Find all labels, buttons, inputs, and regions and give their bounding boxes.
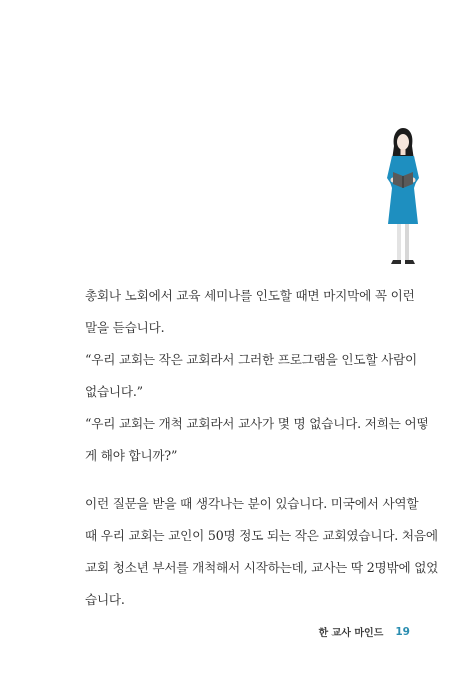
paragraph1-line-1: 총회나 노회에서 교육 세미나를 인도할 때면 마지막에 꼭 이런 <box>85 288 415 303</box>
paragraph2-line-1: 이런 질문을 받을 때 생각나는 분이 있습니다. 미국에서 사역할 <box>85 496 419 511</box>
paragraph2-line-4: 습니다. <box>85 592 125 607</box>
page-number: 19 <box>395 625 410 638</box>
paragraph2-line-2: 때 우리 교회는 교인이 50명 정도 되는 작은 교회였습니다. 처음에 <box>85 528 438 543</box>
paragraph1-line-2: 말을 듣습니다. <box>85 320 165 335</box>
quote2-line-1: “우리 교회는 개척 교회라서 교사가 몇 명 없습니다. 저희는 어떻 <box>85 416 429 431</box>
woman-reading-illustration <box>378 126 428 270</box>
quote1-line-1: “우리 교회는 작은 교회라서 그러한 프로그램을 인도할 사람이 <box>85 352 417 367</box>
quote2-line-2: 게 해야 합니까?” <box>85 448 178 463</box>
quote1-line-2: 없습니다.” <box>85 384 143 399</box>
paragraph2-line-3: 교회 청소년 부서를 개척해서 시작하는데, 교사는 딱 2명밖에 없었 <box>85 560 439 575</box>
running-title: 한 교사 마인드 <box>318 628 384 639</box>
page-footer <box>318 624 410 639</box>
